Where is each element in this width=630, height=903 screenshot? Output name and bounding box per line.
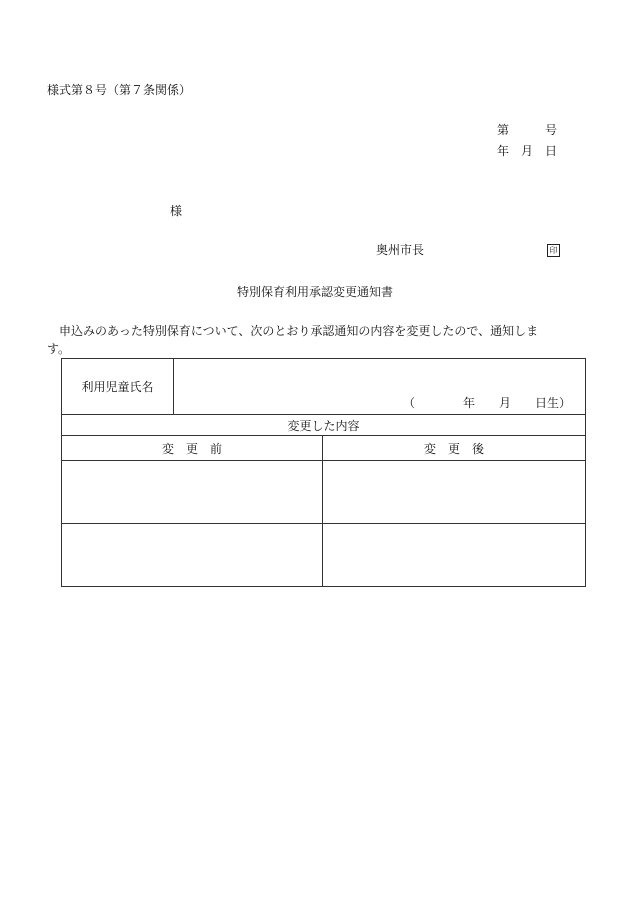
before-after-header-row [62, 436, 586, 461]
after-header: 変 更 後 [323, 436, 586, 461]
issuer-name: 奥州市長 [376, 243, 425, 257]
birth-date-line: （ 年 月 日生） [402, 396, 571, 410]
before-cell[interactable] [62, 524, 323, 587]
child-name-label: 利用児童氏名 [62, 359, 174, 415]
document-title: 特別保育利用承認変更通知書 [236, 285, 393, 299]
seal-icon: 印 [547, 244, 560, 257]
seal-mark [547, 242, 560, 257]
form-number: 様式第８号（第７条関係） [47, 83, 192, 97]
body-text-line-2: す。 [47, 342, 71, 356]
body-text-line-1: 申込みのあった特別保育について、次のとおり承認通知の内容を変更したので、通知しま [47, 324, 539, 338]
changed-content-header-row [62, 415, 586, 436]
after-cell[interactable] [323, 524, 586, 587]
changed-content-header: 変更した内容 [62, 415, 586, 436]
date-line: 年 月 日 [497, 144, 558, 158]
child-name-row [62, 359, 586, 415]
table-row [62, 524, 586, 587]
addressee-suffix: 様 [170, 204, 183, 218]
before-cell[interactable] [62, 461, 323, 524]
before-header: 変 更 前 [62, 436, 323, 461]
document-number-line: 第 号 [497, 123, 558, 137]
child-name-field[interactable] [174, 359, 586, 415]
table-row [62, 461, 586, 524]
change-table [61, 358, 586, 587]
after-cell[interactable] [323, 461, 586, 524]
